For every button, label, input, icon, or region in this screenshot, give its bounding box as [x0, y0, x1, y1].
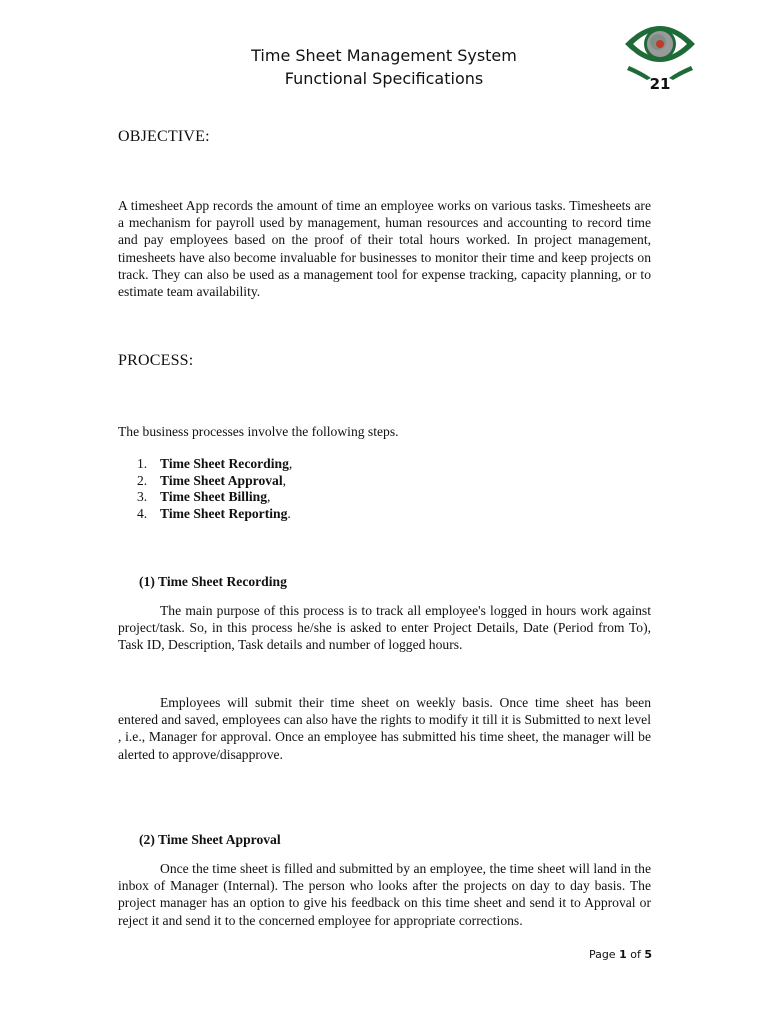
step-punctuation: .	[287, 505, 291, 521]
objective-heading: OBJECTIVE:	[118, 128, 210, 145]
eye-logo-icon	[621, 14, 699, 92]
list-item	[118, 506, 292, 523]
list-item	[118, 489, 292, 506]
recording-paragraph-2: Employees will submit their time sheet on weekly basis. Once time sheet has been entered and saved, employees can also have the rights to modify it till it is Submitted to next level , i.e., Manager for approval. Once an employee has submitted his time sheet, the manager will be alerted to approve/disapprove.	[118, 695, 651, 762]
step-number: 2.	[137, 472, 148, 488]
document-subtitle: Functional Specifications	[284, 69, 484, 88]
step-number: 1.	[137, 456, 148, 471]
approval-paragraph-1: Once the time sheet is filled and submitted by an employee, the time sheet will land in the inbox of Manager (Internal). The person who looks after the projects on day to day basis. The project manager has an option to give his feedback on this time sheet and send it to Approval or reject it and send it to the concerned employee for appropriate corrections.	[118, 861, 651, 928]
step-punctuation: ,	[282, 472, 287, 488]
list-item	[118, 456, 292, 473]
process-steps-list	[118, 456, 292, 522]
step-label: Time Sheet Recording	[160, 456, 289, 471]
objective-paragraph: A timesheet App records the amount of time an employee works on various tasks. Timesheets are a mechanism for payroll used by management, human resources and accounting to record time and pay employees based on the proof of their total hours worked. In project management, timesheets have also become invaluable for businesses to monitor their time and keep projects on track. They can also be used as a management tool for expense tracking, capacity planning, or to estimate team availability.	[118, 198, 651, 300]
approval-heading: (2) Time Sheet Approval	[139, 832, 281, 847]
list-item	[118, 473, 292, 490]
page-word: Page	[588, 948, 616, 961]
step-number: 4.	[137, 505, 148, 521]
process-heading: PROCESS:	[118, 352, 194, 369]
of-word: of	[630, 948, 641, 961]
step-punctuation: ,	[288, 456, 293, 471]
recording-paragraph-1: The main purpose of this process is to track all employee's logged in hours work against project/task. So, in this process he/she is asked to enter Project Details, Date (Period from To), Task ID, Description, Task details and number of logged hours.	[118, 603, 651, 653]
logo-label: 21	[649, 75, 671, 92]
recording-heading: (1) Time Sheet Recording	[139, 574, 287, 589]
current-page: 1	[619, 948, 627, 961]
step-label: Time Sheet Billing	[160, 489, 267, 505]
total-pages: 5	[644, 948, 652, 961]
step-label: Time Sheet Reporting	[160, 505, 288, 521]
page-number	[560, 948, 652, 961]
step-label: Time Sheet Approval	[160, 472, 283, 488]
step-punctuation: ,	[267, 489, 271, 505]
process-intro: The business processes involve the following steps.	[118, 424, 399, 439]
document-title: Time Sheet Management System	[251, 46, 517, 65]
document-header	[184, 44, 584, 90]
step-number: 3.	[137, 489, 148, 505]
